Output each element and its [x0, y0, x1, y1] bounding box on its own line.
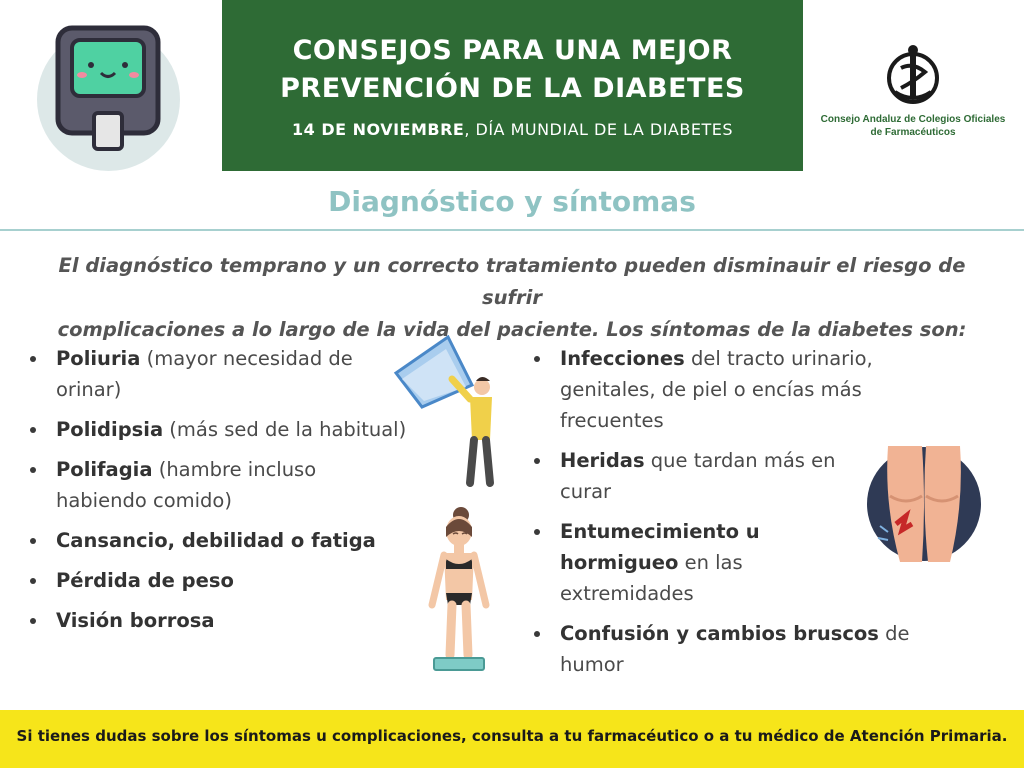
symptom-name: Infecciones — [560, 347, 685, 370]
symptom-detail: (mayor necesidad de orinar) — [56, 347, 353, 401]
intro-text — [40, 250, 984, 346]
symptom-name: Poliuria — [56, 347, 141, 370]
symptom-detail: de humor — [560, 622, 910, 676]
symptom-name: Entumecimiento u hormigueo — [560, 520, 760, 574]
org-name-line-2: de Farmacéuticos — [870, 127, 956, 138]
weighing-woman-icon — [420, 505, 498, 680]
symptom-name: Pérdida de peso — [56, 569, 234, 592]
list-item — [30, 414, 410, 445]
intro-line-1: El diagnóstico temprano y un correcto tratamiento pueden disminauir el riesgo de sufrir — [58, 254, 966, 309]
list-item — [30, 565, 410, 596]
footer-text: Si tienes dudas sobre los síntomas u complicaciones, consulta a tu farmacéutico o a tu médico de Atención Primaria. — [16, 727, 1008, 745]
symptom-name: Visión borrosa — [56, 609, 215, 632]
symptom-detail: en las extremidades — [560, 551, 743, 605]
date-bold: 14 DE NOVIEMBRE — [292, 120, 465, 139]
list-item — [30, 343, 410, 405]
date-rest: , DÍA MUNDIAL DE LA DIABETES — [464, 120, 733, 139]
page-title — [222, 32, 803, 108]
symptom-name: Polifagia — [56, 458, 153, 481]
footer-banner — [0, 710, 1024, 768]
list-item — [30, 605, 410, 636]
glucometer-icon — [55, 25, 161, 155]
list-item — [30, 525, 410, 556]
list-item — [534, 516, 834, 609]
list-item — [534, 618, 954, 680]
org-name-line-1: Consejo Andaluz de Colegios Oficiales — [820, 114, 1006, 125]
symptom-name: Polidipsia — [56, 418, 164, 441]
list-item — [534, 343, 934, 436]
symptoms-left-list — [30, 343, 410, 645]
symptom-name: Cansancio, debilidad o fatiga — [56, 529, 376, 552]
symptom-detail: (más sed de la habitual) — [163, 418, 407, 441]
date-subtitle — [222, 120, 803, 139]
header-banner — [222, 0, 803, 171]
title-line-1: CONSEJOS PARA UNA MEJOR — [292, 35, 733, 66]
wounded-legs-icon — [866, 446, 982, 562]
org-name — [818, 113, 1008, 139]
symptom-detail: que tardan más en curar — [560, 449, 836, 503]
section-divider — [0, 229, 1024, 231]
symptom-detail: (hambre incluso habiendo comido) — [56, 458, 317, 512]
list-item — [534, 445, 854, 507]
list-item — [30, 454, 410, 516]
pharmacy-caduceus-icon — [885, 42, 941, 106]
drinking-person-icon — [392, 335, 502, 490]
symptom-name: Heridas — [560, 449, 645, 472]
intro-line-2: complicaciones a lo largo de la vida del paciente. Los síntomas de la diabetes son: — [57, 318, 967, 341]
symptom-name: Confusión y cambios bruscos — [560, 622, 879, 645]
symptom-detail: del tracto urinario, genitales, de piel o encías más frecuentes — [560, 347, 873, 432]
section-title: Diagnóstico y síntomas — [328, 185, 696, 218]
title-line-2: PREVENCIÓN DE LA DIABETES — [280, 73, 745, 104]
